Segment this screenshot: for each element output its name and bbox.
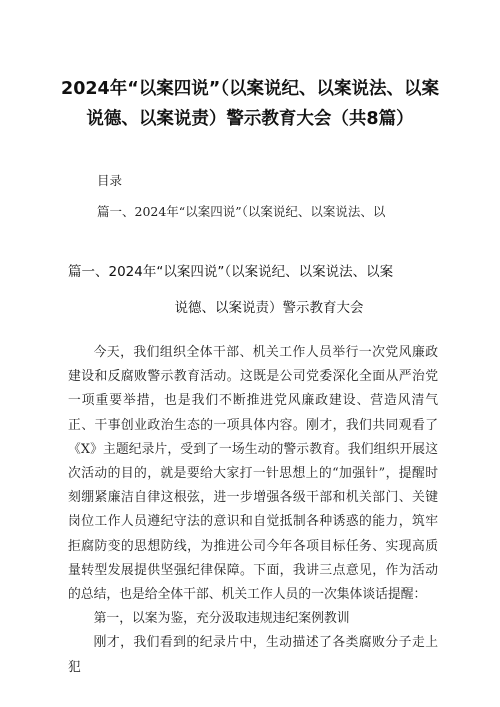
document-title: 2024年“以案四说”（以案说纪、以案说法、以案说德、以案说责）警示教育大会（共8篇）	[61, 79, 439, 129]
toc-item[interactable]: 篇一、2024年“以案四说”（以案说纪、以案说法、以	[97, 204, 386, 219]
paragraph: 第一，以案为鉴，充分汲取违规违纪案例教训	[93, 611, 350, 627]
paragraph: 刚才，我们看到的纪录片中，生动描述了各类腐败分子走上犯	[68, 635, 438, 675]
body-text	[68, 341, 438, 680]
section-title	[68, 254, 440, 326]
section-title-line: 说德、以案说责）警示教育大会	[174, 300, 364, 316]
toc-heading: 目录	[97, 173, 123, 188]
paragraph: 今天，我们组织全体干部、机关工作人员举行一次党风廉政建设和反腐败警示教育活动。这既是公司党委深化全面从严治党一项重要举措，也是我们不断推进党风廉政建设、营造风清气正、干事创业政治生态的一项具体内容。刚才，我们共同观看了《X》主题纪录片，受到了一场生动的警示教育。我们组织开展这次活动的目的，就是要给大家打一针思想上的“加强针”，提醒时刻绷紧廉洁自律这根弦，进一步增强各级干部和机关部门、关键岗位工作人员遵纪守法的意识和自觉抵制各种诱惑的能力，筑牢拒腐防变的思想防线，为推进公司今年各项目标任务、实现高质量转型发展提供坚强纪律保障。下面，我讲三点意见，作为活动的总结，也是给全体干部、机关工作人员的一次集体谈话提醒：	[68, 345, 438, 603]
section-title-line: 篇一、2024年“以案四说”（以案说纪、以案说法、以案	[68, 264, 394, 280]
